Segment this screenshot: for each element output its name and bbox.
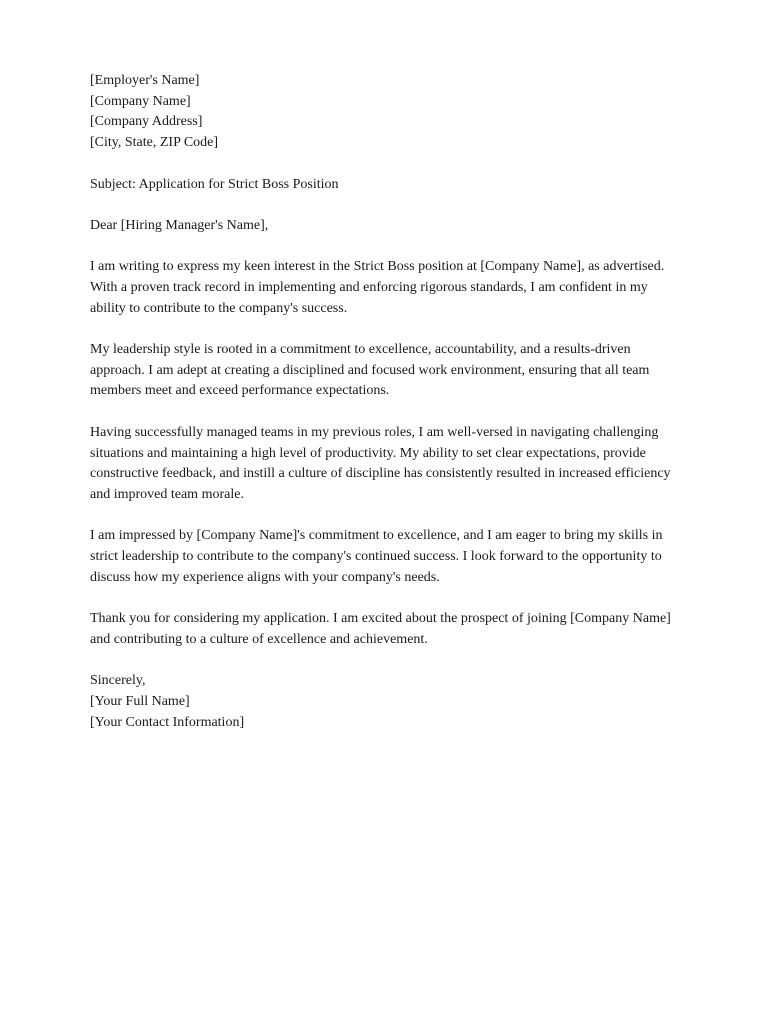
letter-body [90, 71, 680, 754]
paragraph-1 [90, 257, 680, 319]
closing-block [90, 671, 680, 733]
paragraph-line: members meet and exceed performance expectations. [90, 383, 390, 399]
paragraph-line: strict leadership to contribute to the company's continued success. I look forward to the opportunity to [90, 549, 662, 565]
paragraph-line: Having successfully managed teams in my previous roles, I am well-versed in navigating challenging [90, 424, 659, 440]
company-name: [Company Name] [90, 93, 191, 109]
paragraph-line: and improved team morale. [90, 486, 244, 502]
signer-contact-info: [Your Contact Information] [90, 714, 245, 730]
paragraph-4 [90, 526, 680, 588]
paragraph-line: constructive feedback, and instill a culture of discipline has consistently resulted in increased efficiency [90, 466, 671, 482]
subject-line [90, 175, 680, 196]
recipient-address-block [90, 71, 680, 154]
paragraph-line: approach. I am adept at creating a disciplined and focused work environment, ensuring that all team [90, 362, 650, 378]
paragraph-line: I am impressed by [Company Name]'s commitment to excellence, and I am eager to bring my skills in [90, 528, 663, 544]
paragraph-3 [90, 423, 680, 506]
employer-name: [Employer's Name] [90, 73, 200, 88]
salutation-text: Dear [Hiring Manager's Name], [90, 217, 269, 233]
paragraph-line: and contributing to a culture of excellence and achievement. [90, 631, 428, 647]
paragraph-5 [90, 609, 680, 650]
paragraph-line: My leadership style is rooted in a commitment to excellence, accountability, and a results-driven [90, 342, 631, 358]
company-address: [Company Address] [90, 114, 203, 130]
paragraph-line: I am writing to express my keen interest in the Strict Boss position at [Company Name], as advertised. [90, 259, 665, 275]
paragraph-line: discuss how my experience aligns with your company's needs. [90, 569, 440, 585]
subject-text: Subject: Application for Strict Boss Position [90, 176, 339, 192]
paragraph-line: Thank you for considering my application. I am excited about the prospect of joining [Company Name] [90, 611, 671, 627]
paragraph-line: ability to contribute to the company's success. [90, 300, 348, 316]
salutation [90, 216, 680, 237]
paragraph-line: situations and maintaining a high level of productivity. My ability to set clear expectations, provide [90, 445, 646, 461]
paragraph-line: With a proven track record in implementing and enforcing rigorous standards, I am confident in my [90, 279, 648, 295]
signer-full-name: [Your Full Name] [90, 693, 190, 709]
valediction: Sincerely, [90, 673, 146, 689]
paragraph-2 [90, 340, 680, 402]
city-state-zip: [City, State, ZIP Code] [90, 135, 219, 151]
